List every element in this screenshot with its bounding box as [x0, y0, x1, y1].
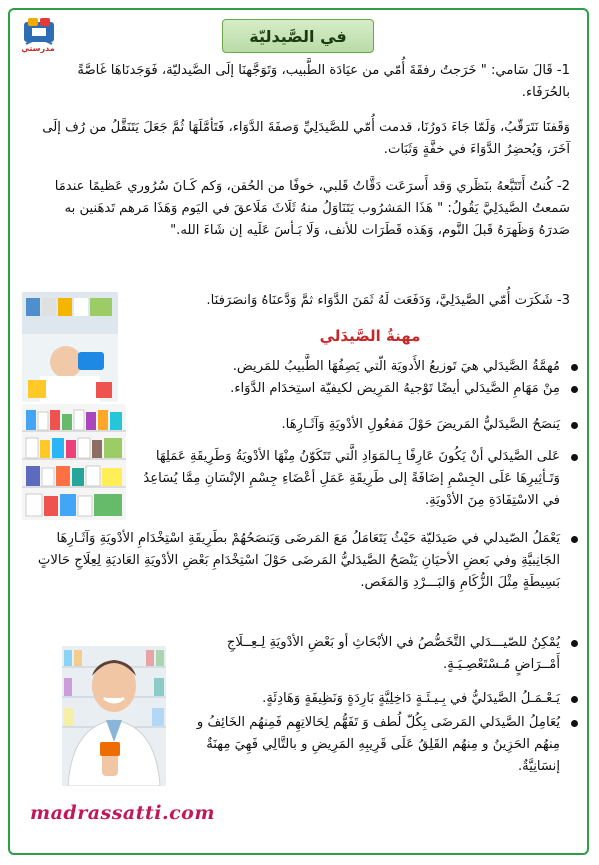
list-item-text: عَلى الصَّيدَلي أنْ يَكُونَ عَارِفًا بِـالمَوَادِ الَّتي تَتَكَوّنُ مِنْهَا الأدْويَةُ وَطَرِيقَةِ عَمَلِهَا وَتَـأثِيرِهَا عَلَى الجِسْمِ إضَافَةً إلى طَرِيقَةِ عَمَلِ أعْضَاءِ جِسْمِ الإنْسَانِ مِمَّا يُسَاعِدُ في الاسْتِفَادَةِ مِنَ الأدْويَةِ. [143, 449, 560, 508]
list-item-text: يَنصَحُ الصَّيدَليُّ المَريضَ حَوْلَ مَفعُولِ الأدْويَةِ وَآثَـارِهَا. [281, 417, 560, 432]
list-item [140, 356, 560, 378]
footer-site[interactable]: madrassatti.com [30, 802, 215, 824]
list-item [36, 528, 560, 594]
pharmacist-photo [62, 646, 166, 786]
bullet-dot [571, 386, 578, 393]
logo-text: مدرستي [21, 44, 55, 53]
list-item-text: يَـعْـمَـلُ الصَّيدَليُّ في بِـيـئَـةٍ دَاخِلِيَّةٍ بَارِدَةٍ وَنَظِيفَةٍ وَهَادِئَةٍ. [262, 691, 560, 706]
list-item [180, 688, 560, 710]
list-item [140, 378, 560, 400]
bullet-dot [571, 536, 578, 543]
list-item [180, 712, 560, 778]
pharmacy-image-1 [22, 292, 118, 402]
list-item-text: يُمْكِنُ للصّيـــدَلي التَّخَصُّصُ في الأبْحَاثِ أو بَعْضِ الأدْويَةِ لِـعِــلَاجِ أَمْــرَاضٍ مُـسْتَعْصِـيَـةٍ. [226, 635, 560, 672]
section-subtitle: مهنةُ الصَّيدَلي [319, 327, 421, 345]
bullet-dot [571, 364, 578, 371]
bullet-dot [571, 422, 578, 429]
list-item [180, 632, 560, 676]
paragraph-3: 3- شَكَرَت أُمّي الصَّيدَلِيَّ، وَدَفَعَت لَهُ ثَمَنَ الدَّوَاء ثمَّ وَدَّعنَاهُ وَانصَرَفنَا. [206, 293, 570, 308]
paragraph-1b: وَقَفنَا نَتَرَقّبُ، وَلَمّا جَاءَ دَورُنَا، قدمت أُمّي للصَّيدَلِيِّ وَصفَةَ الدَّوَاء، فَتَأمَّلَهَا ثُمَّ جَعَلَ يَتَنَقَّلُ من رُف إلَى آخَرَ، وَيُحضِرُ الدَّوَاءَ في خفَّةٍ وَثَبَات. [42, 120, 570, 157]
page-title: في الصَّيدليّة [222, 19, 374, 53]
bullet-dot [571, 454, 578, 461]
paragraph-2: 2- كُنتُ أَتَتَبَّعهُ بنَظَري وَقد أَسرَعَت دَقَّاتُ قَلبي، خوفًا من الحُقن، وَكم كَـانَ سُرُوري عَظيمًا عندمَا سَمعتُ الصَّيدَلِيَّ يَقُولُ: " هَذَا المَشرُوب يَتَنَاوَلُ منهُ ثَلَاثَ مَلَاعقَ في اليَوم وَهَذَا مَرهم تَدهَنين به صَدرَهُ وَظَهرَهُ قَبلَ النَّوم، وَهَذه قَطَرَات للأنف، وَلَا بَـأسَ عَلَيه إن شَاءَ الله." [54, 179, 570, 238]
list-item-text: يُعَامِلُ الصَّيدَلي المَرضَى بِكُلّ لُطف وَ تَفَهُّم لِحَالاتِهِم فَمِنهُم الخَائِفُ و مِنهُم الحَزِينُ و مِنهُم القَلِقُ عَلَى قَرِيبِهِ المَرِيضِ و بالتَّالِي فَهِيَ مِهنَةٌ إنسَانِيَّةٌ. [196, 715, 560, 774]
list-item-text: مِنْ مَهَامِ الصَّيدَلي أيضًا تَوْجيهُ المَرِيض لكيفيّة استِخدَام الدَّوَاء. [230, 381, 560, 396]
list-item [140, 414, 560, 436]
list-item [140, 446, 560, 512]
bullet-dot [571, 720, 578, 727]
list-item-text: مُهمَّةُ الصَّيدَلي هيَ تَوزيعُ الأَدويَة الّتي يَصِفُهَا الطَّبيبُ للمَريض. [232, 359, 560, 374]
bullet-dot [571, 640, 578, 647]
paragraph-1: 1- قَالَ سَامي: " خَرَجتُ رفقَةَ أُمّي من عيَادَة الطَّبيب، وَتَوَجَّهنَا إلَى الصَّيدليّة، فَوَجَدنَاهَا غَاصَّةً بالحُرَفَاء. [77, 63, 570, 100]
list-item-text: يَعْمَلُ الصّيدلي في صَيدَليّة حَيْثُ يَتَعَامَلُ مَعَ المَرضَى وَيَنصَحُهُمْ بطَرِيقَةِ اسْتِخْدَامِ الأدْويَةِ وَآثَـارِهَا الجَانِبيَّةِ وفي بَعضِ الأحيَانِ يَنْصَحُ الصَّيدَليُّ المَرضَى حَوْلَ اسْتِخْدَامِ بَعْضِ الأدْويَةِ العَاديَةِ لِعِلَاجِ حَالاتٍ بَسِيطَةٍ مِثْلَ الزُّكَامِ وَالبَـــرْدِ وَالمَغَص. [37, 531, 560, 590]
bullet-dot [571, 696, 578, 703]
pharmacy-shelves-image [22, 404, 126, 520]
